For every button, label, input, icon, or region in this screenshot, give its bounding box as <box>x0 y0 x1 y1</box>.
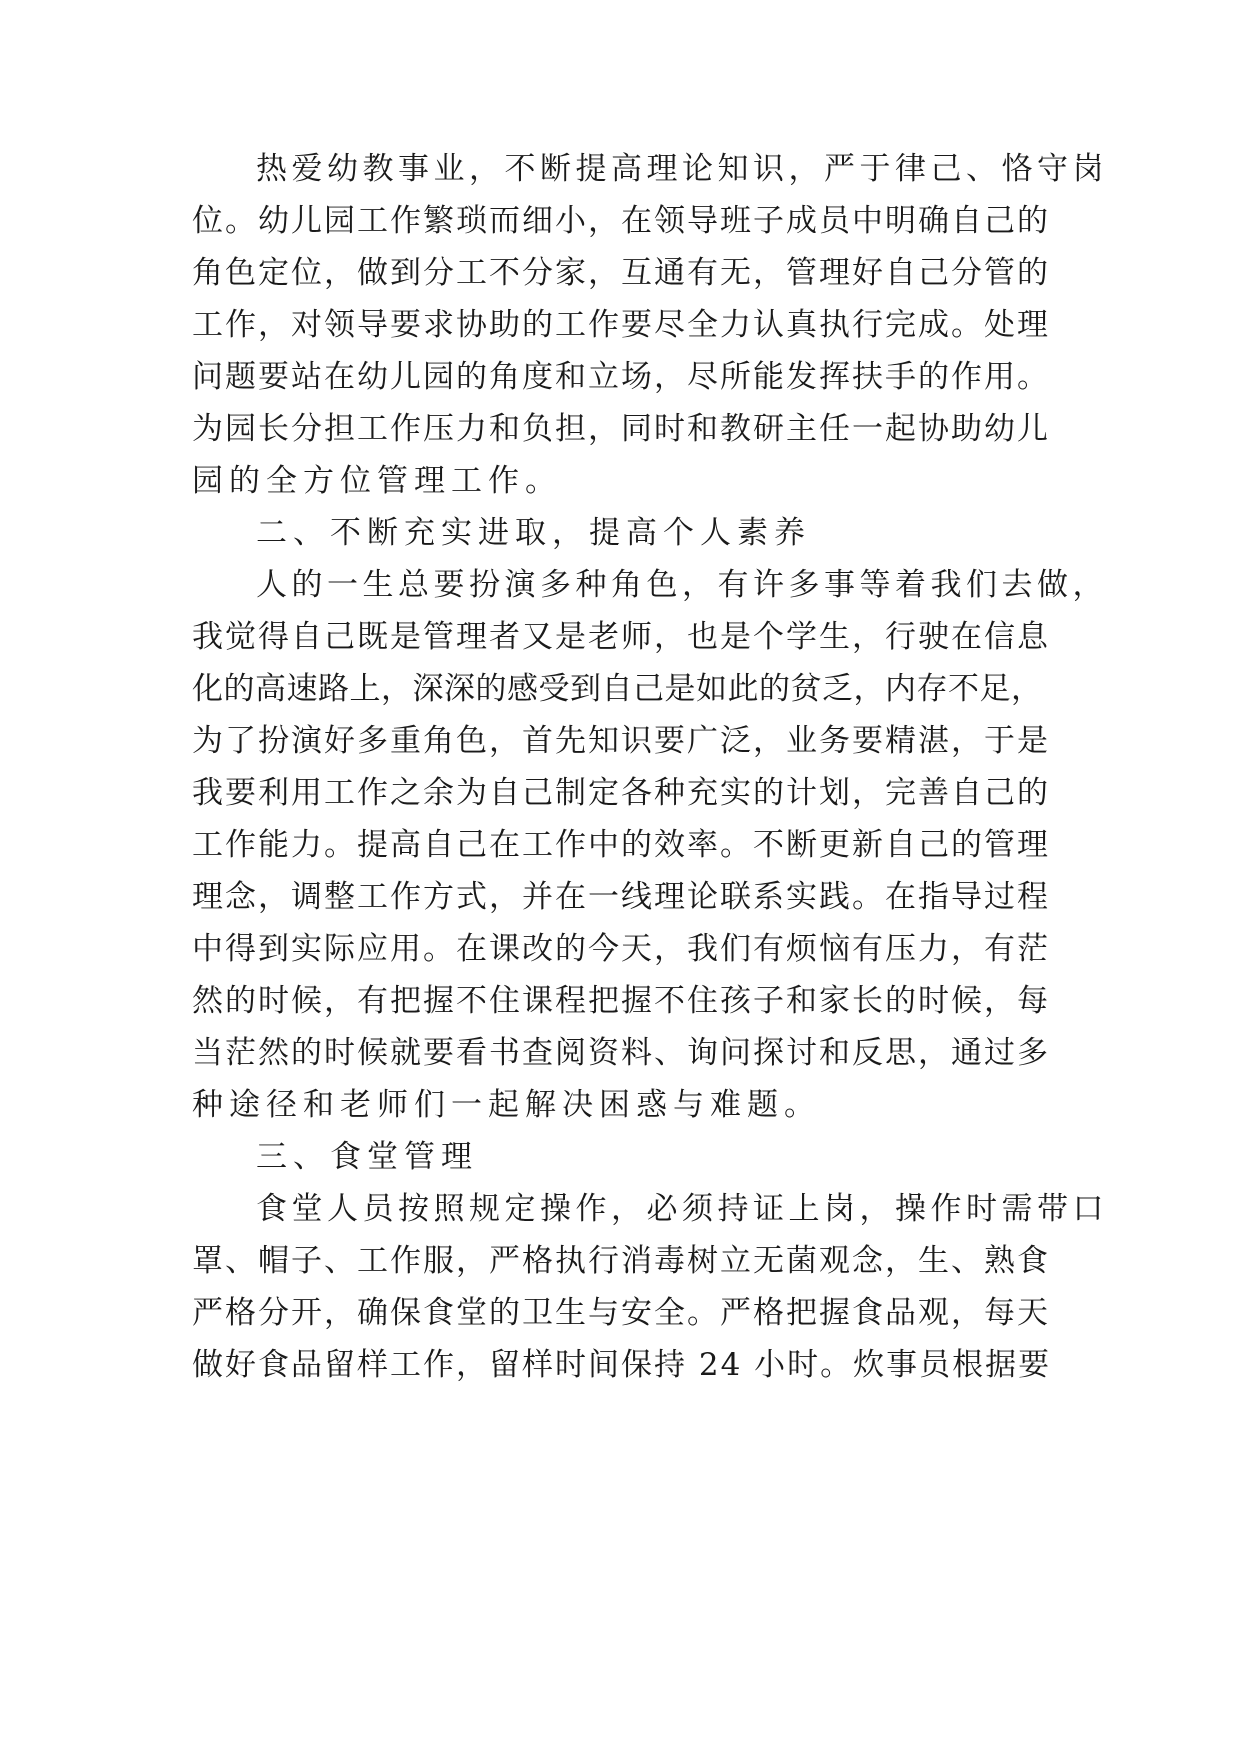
paragraph-line: 角色定位，做到分工不分家，互通有无，管理好自己分管的 <box>192 255 1050 291</box>
paragraph-line: 工作能力。提高自己在工作中的效率。不断更新自己的管理 <box>192 827 1050 863</box>
paragraph-line: 严格分开，确保食堂的卫生与安全。严格把握食品观，每天 <box>192 1295 1050 1331</box>
paragraph-line: 然的时候，有把握不住课程把握不住孩子和家长的时候，每 <box>192 983 1050 1019</box>
paragraph-line: 食堂人员按照规定操作，必须持证上岗，操作时需带口 <box>256 1191 1108 1227</box>
paragraph-line: 工作，对领导要求协助的工作要尽全力认真执行完成。处理 <box>192 307 1050 343</box>
paragraph-line: 位。幼儿园工作繁琐而细小，在领导班子成员中明确自己的 <box>192 203 1050 239</box>
paragraph-line: 种途径和老师们一起解决困惑与难题。 <box>192 1087 821 1123</box>
paragraph-line: 理念，调整工作方式，并在一线理论联系实践。在指导过程 <box>192 879 1050 915</box>
paragraph-line: 中得到实际应用。在课改的今天，我们有烦恼有压力，有茫 <box>192 931 1050 967</box>
paragraph-line: 我觉得自己既是管理者又是老师，也是个学生，行驶在信息 <box>192 619 1050 655</box>
paragraph-line: 我要利用工作之余为自己制定各种充实的计划，完善自己的 <box>192 775 1050 811</box>
paragraph-line: 问题要站在幼儿园的角度和立场，尽所能发挥扶手的作用。 <box>192 359 1050 395</box>
paragraph-line: 当茫然的时候就要看书查阅资料、询问探讨和反思，通过多 <box>192 1035 1050 1071</box>
paragraph-line: 做好食品留样工作，留样时间保持 24 小时。炊事员根据要 <box>192 1347 1052 1383</box>
paragraph-line: 人的一生总要扮演多种角色，有许多事等着我们去做， <box>256 567 1108 603</box>
section-heading: 二、不断充实进取，提高个人素养 <box>256 515 811 551</box>
paragraph-line: 化的高速路上，深深的感受到自己是如此的贫乏，内存不足， <box>192 671 1043 707</box>
paragraph-line: 热爱幼教事业，不断提高理论知识，严于律己、恪守岗 <box>256 151 1108 187</box>
paragraph-line: 园的全方位管理工作。 <box>192 463 562 499</box>
paragraph-line: 为了扮演好多重角色，首先知识要广泛，业务要精湛，于是 <box>192 723 1050 759</box>
section-heading: 三、食堂管理 <box>256 1139 478 1175</box>
paragraph-line: 罩、帽子、工作服，严格执行消毒树立无菌观念，生、熟食 <box>192 1243 1050 1279</box>
paragraph-line: 为园长分担工作压力和负担，同时和教研主任一起协助幼儿 <box>192 411 1050 447</box>
